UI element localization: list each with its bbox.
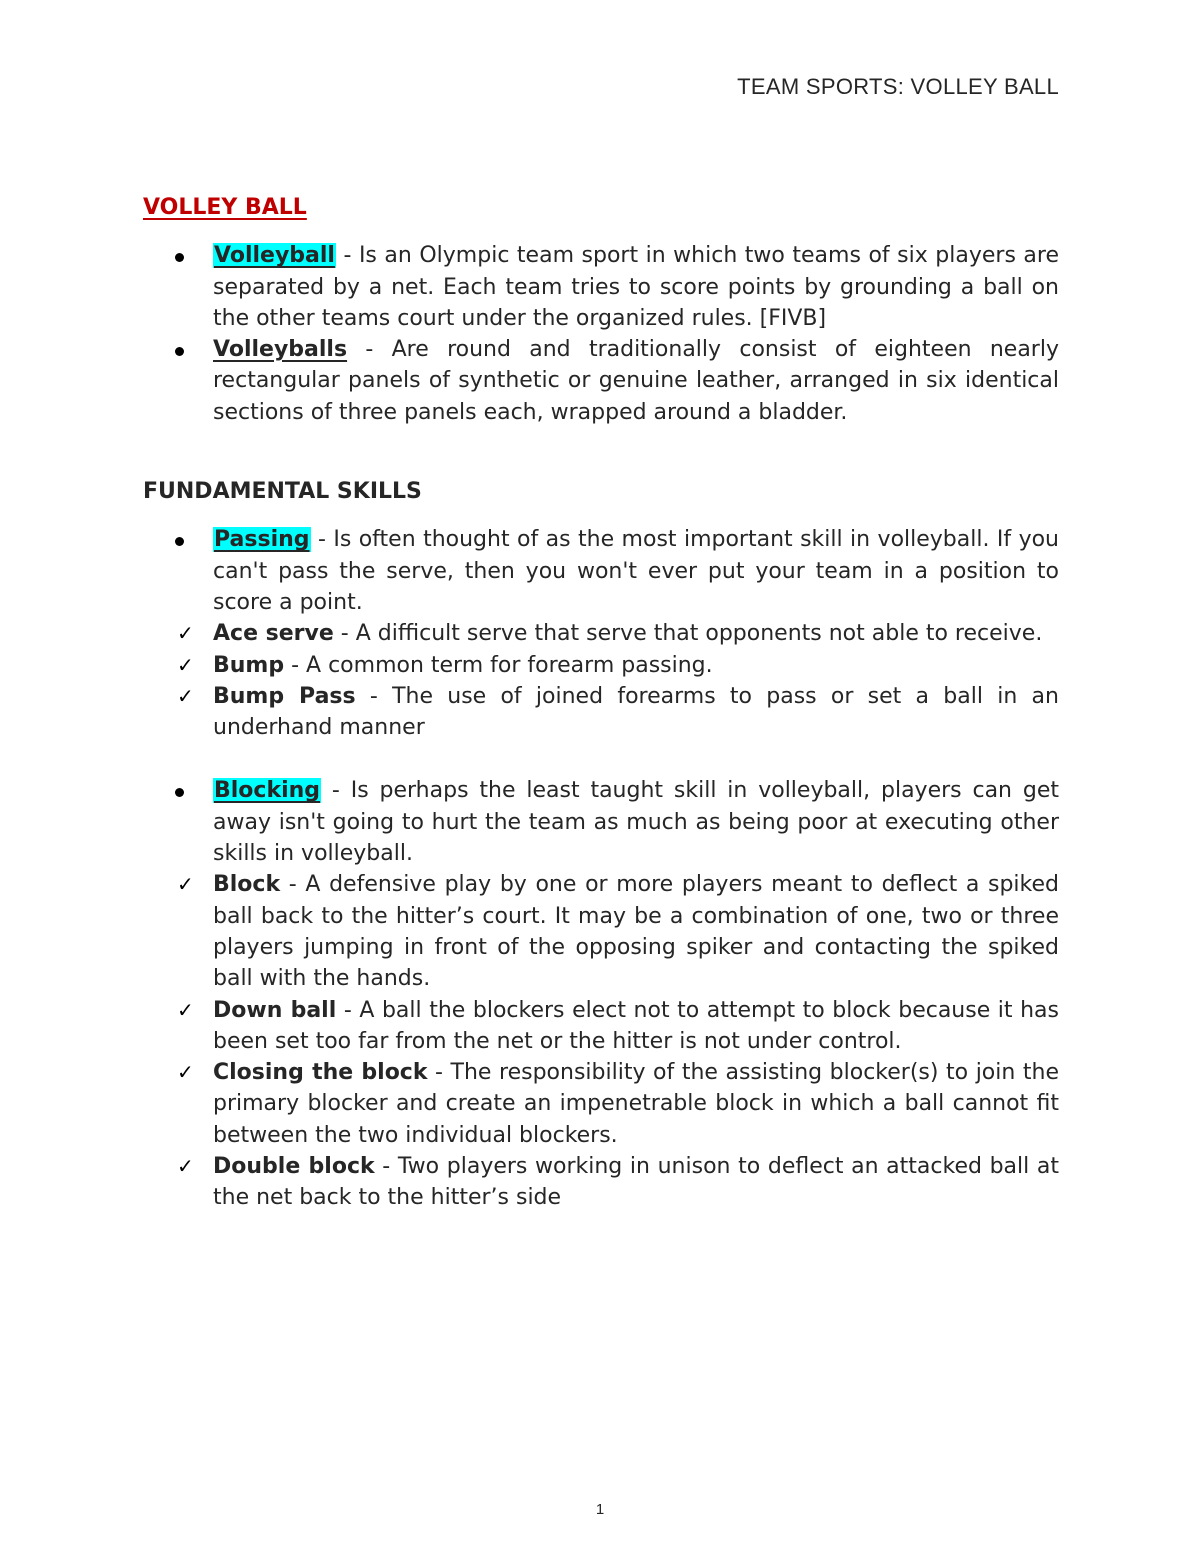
definition-text: - Is an Olympic team sport in which two teams of six players are separated by a net. Each team tries to score points by grounding a ball on the other teams court under the organized rules. [FIVB] <box>213 243 1059 331</box>
checkmark-icon: ✓ <box>177 621 194 646</box>
definition-text: - Two players working in unison to deflect an attacked ball at the net back to the hitter’s side <box>213 1154 1060 1211</box>
definition-text: - The use of joined forearms to pass or set a ball in an underhand manner <box>213 683 1059 741</box>
definition-text: - A common term for forearm passing. <box>284 652 713 678</box>
list-item-blocking <box>143 775 1059 869</box>
definition-text: - A difficult serve that serve that opponents not able to receive. <box>333 621 1043 647</box>
sub-term: Double block <box>213 1154 375 1180</box>
term-passing: Passing <box>214 527 310 553</box>
skills-list <box>143 524 1059 618</box>
list-item <box>143 334 1059 428</box>
term-blocking: Blocking <box>214 778 321 804</box>
list-item <box>143 869 1059 994</box>
list-item <box>143 995 1059 1058</box>
page-number: 1 <box>595 1501 605 1518</box>
sub-term: Bump <box>213 652 285 678</box>
skills-list-blocking <box>143 775 1059 869</box>
definition-text: - Is perhaps the least taught skill in volleyball, players can get away isn't going to hurt the team as much as being poor at executing other skills in volleyball. <box>213 778 1059 867</box>
section-title-volley-ball: VOLLEY BALL <box>143 195 307 220</box>
definition-text: - Are round and traditionally consist of eighteen nearly rectangular panels of synthetic or genuine leather, arranged in six identical sections of three panels each, wrapped around a bladder. <box>213 337 1059 425</box>
bullet-icon <box>175 347 184 356</box>
document-body <box>143 192 1059 1214</box>
blocking-subterms-list <box>143 869 1059 1213</box>
list-item <box>143 681 1059 744</box>
bullet-icon <box>175 253 184 262</box>
section-title-fundamental-skills: FUNDAMENTAL SKILLS <box>143 479 422 505</box>
bullet-icon <box>175 788 184 797</box>
list-item-passing <box>143 524 1059 618</box>
definition-text: - A ball the blockers elect not to attempt to block because it has been set too far from the net or the hitter is not under control. <box>213 997 1059 1054</box>
sub-term: Ace serve <box>213 621 334 647</box>
sub-term: Closing the block <box>213 1060 428 1086</box>
sub-term: Down ball <box>213 997 337 1023</box>
term-volleyballs: Volleyballs <box>213 337 348 363</box>
sub-term: Block <box>213 872 281 898</box>
definition-text: - The responsibility of the assisting blocker(s) to join the primary blocker and create an impenetrable block in which a ball cannot fit between the two individual blockers. <box>213 1060 1059 1148</box>
list-item <box>143 1151 1059 1214</box>
bullet-icon <box>175 537 184 546</box>
definition-text: - A defensive play by one or more players meant to deflect a spiked ball back to the hitter’s court. It may be a combination of one, two or three players jumping in front of the opposing spiker and contacting the spiked ball with the hands. <box>213 872 1059 992</box>
checkmark-icon: ✓ <box>177 1060 194 1085</box>
term-volleyball: Volleyball <box>214 243 335 269</box>
checkmark-icon: ✓ <box>177 683 194 708</box>
checkmark-icon: ✓ <box>177 872 194 897</box>
sub-term: Bump Pass <box>213 683 356 709</box>
passing-subterms-list <box>143 618 1059 743</box>
list-item <box>143 650 1059 681</box>
page-header: TEAM SPORTS: VOLLEY BALL <box>737 74 1059 99</box>
checkmark-icon: ✓ <box>177 997 194 1022</box>
list-item <box>143 1057 1059 1151</box>
definition-text: - Is often thought of as the most important skill in volleyball. If you can't pass the serve, then you won't ever put your team in a position to score a point. <box>213 527 1059 615</box>
checkmark-icon: ✓ <box>177 652 194 677</box>
list-item <box>143 240 1059 334</box>
volleyball-definitions-list <box>143 240 1059 428</box>
list-item <box>143 618 1059 649</box>
checkmark-icon: ✓ <box>177 1154 194 1179</box>
